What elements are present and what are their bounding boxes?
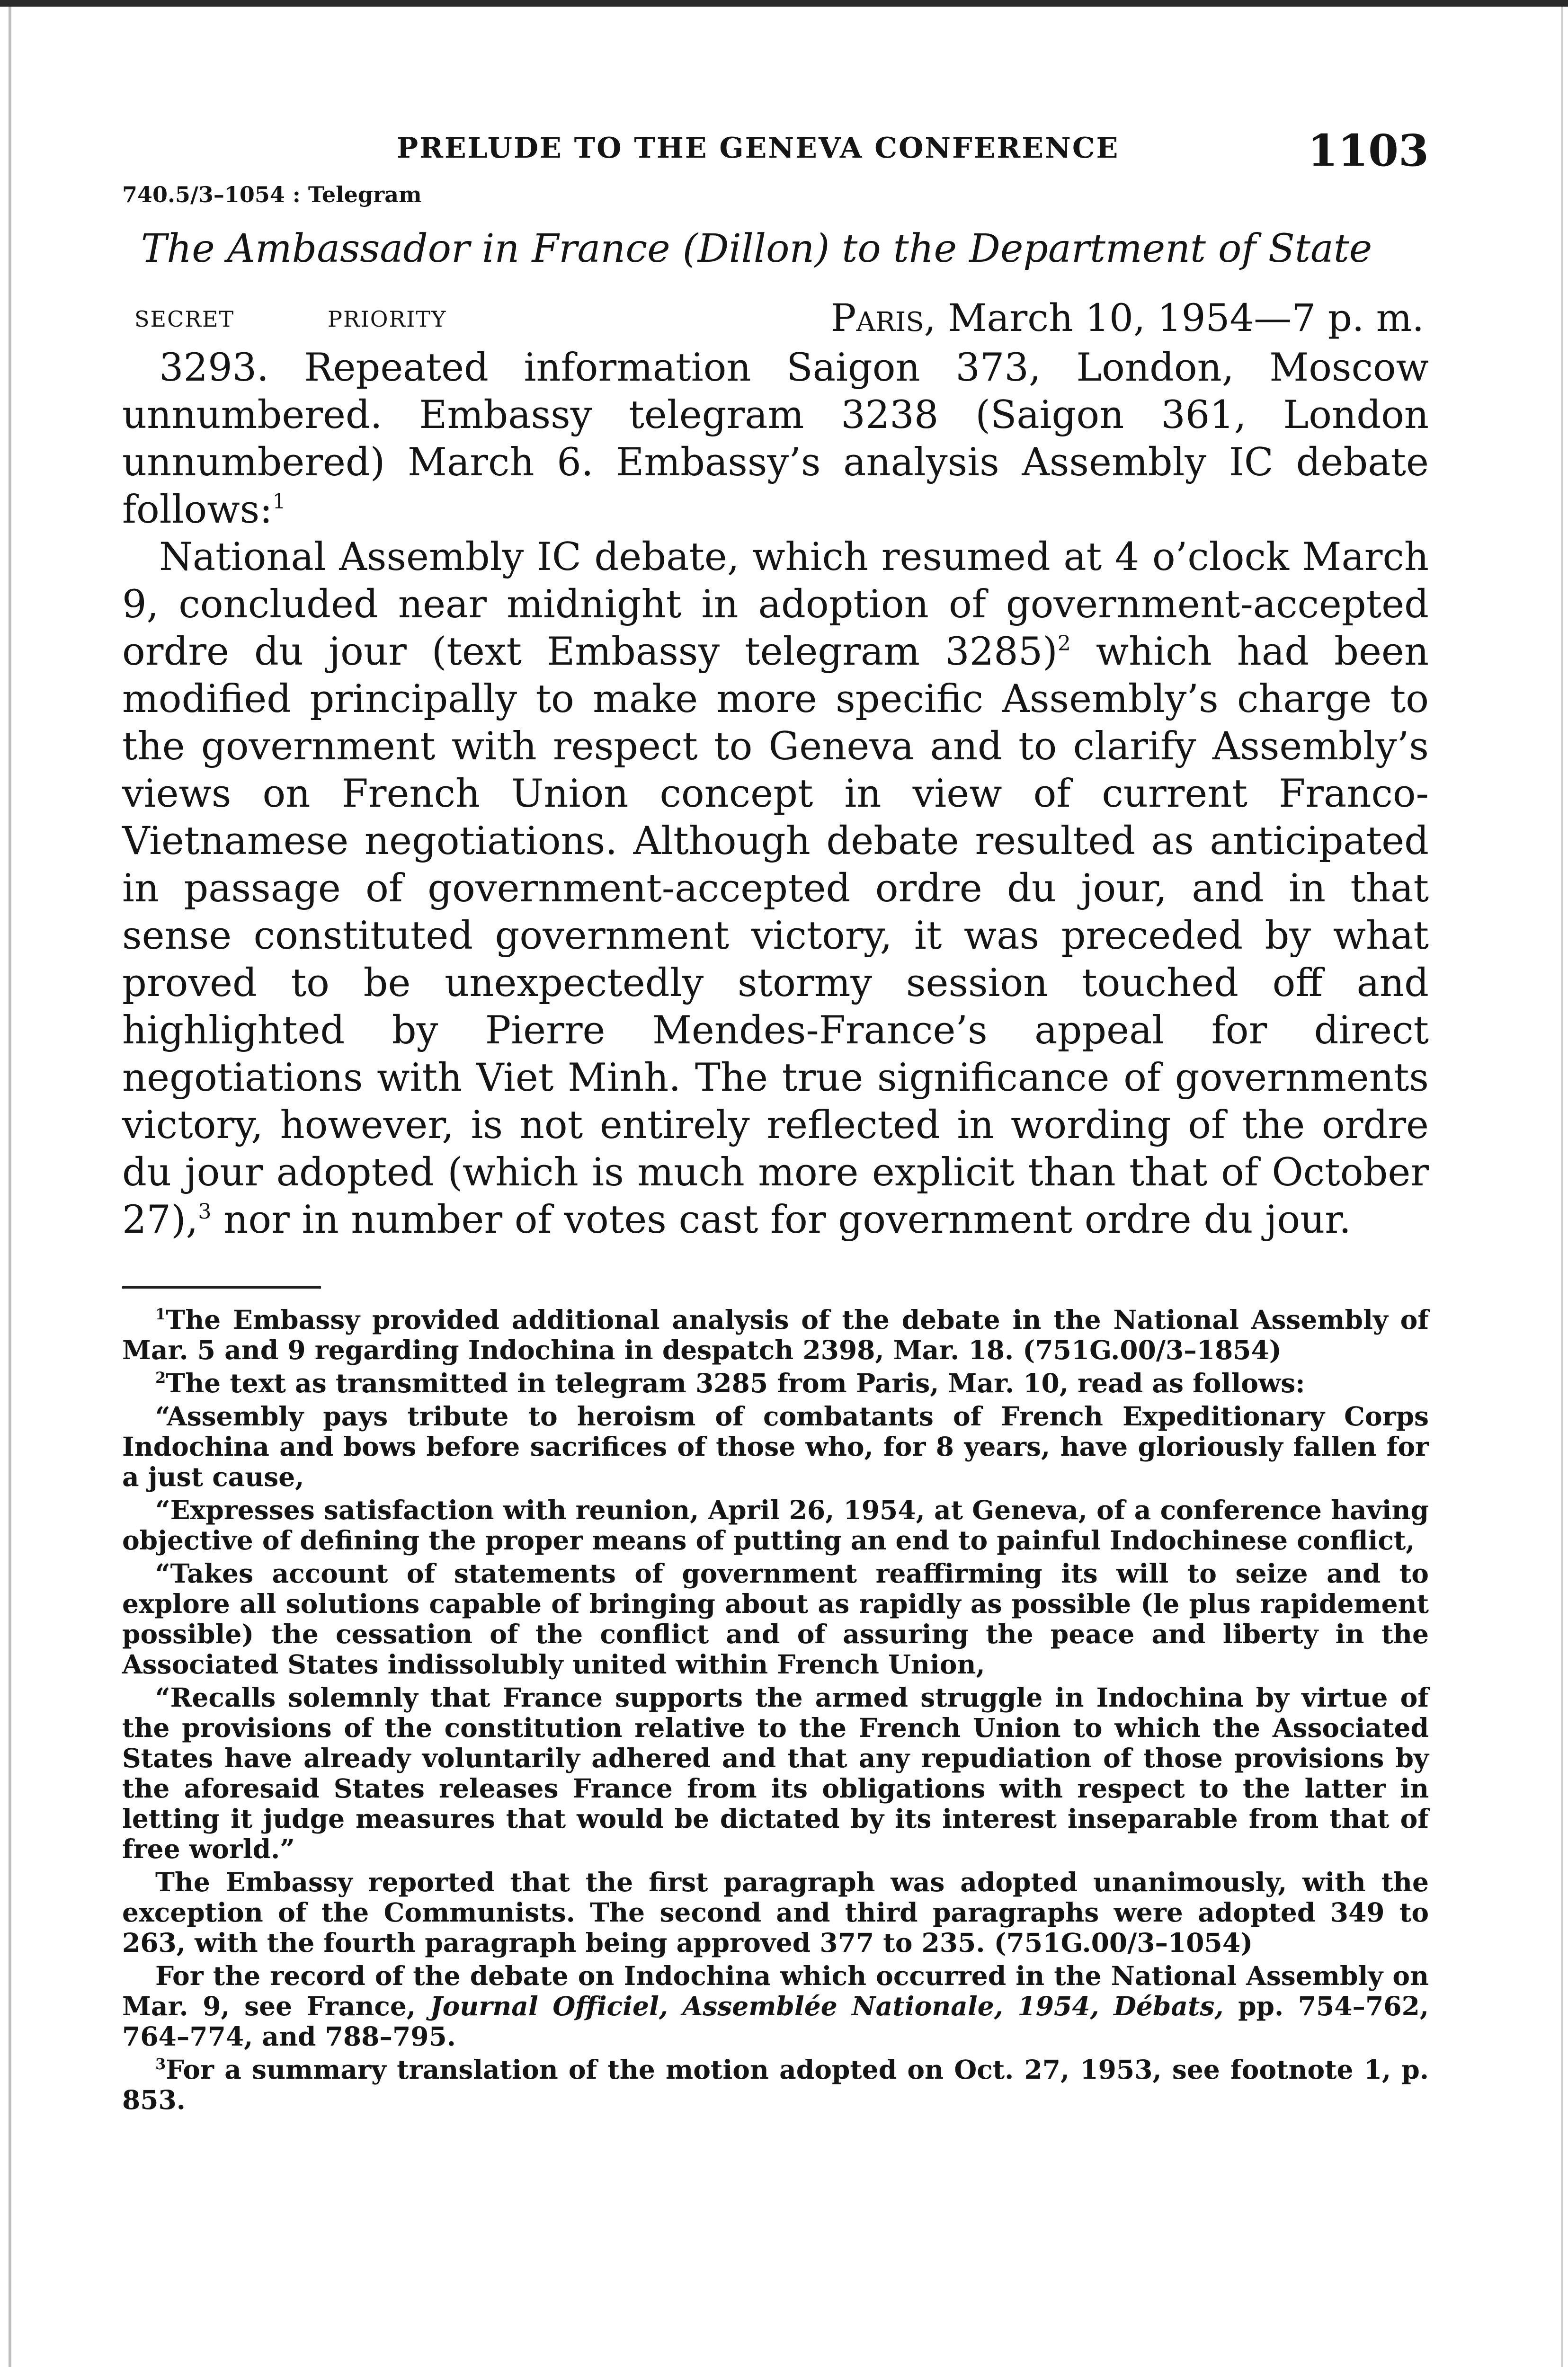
classification-secret: SECRET	[134, 306, 235, 332]
scan-left-edge	[9, 7, 11, 2367]
classification-priority: PRIORITY	[328, 306, 447, 332]
footnote-2-quote-4: “Recalls solemnly that France supports the armed struggle in Indochina by virtue of the provisions of the constitution relative to the French Union to which the Associated States have already voluntarily adhered and that any repudiation of those provisions by the aforesaid States releases France from its obligations with respect to the latter in letting it judge measures that would be dictated by its interest inseparable from that of free world.”	[122, 1682, 1429, 1864]
footnote-3-mark: 3	[155, 2055, 166, 2073]
file-reference: 740.5/3–1054 : Telegram	[122, 182, 422, 207]
document-title: The Ambassador in France (Dillon) to the Department of State	[141, 226, 1372, 271]
paragraph-2-text-c: nor in number of votes cast for government ordre du jour.	[211, 1198, 1351, 1242]
footnote-ref-2[interactable]: 2	[1057, 632, 1071, 656]
body-paragraph-2	[122, 534, 1429, 1244]
footnote-2-mark: 2	[155, 1369, 166, 1387]
paragraph-2-text-a: National Assembly IC debate, which resumed at 4 o’clock March 9, concluded near midnight in adoption of government-accepted ordre du jour (text Embassy telegram 3285)	[122, 535, 1429, 674]
footnote-divider	[122, 1286, 321, 1289]
running-head	[122, 125, 1429, 180]
scan-right-edge	[1561, 7, 1563, 2367]
footnote-2-p3-text-a: For the record of the debate on Indochina which occurred in the National Assembly on Mar. 9, see France,	[122, 1960, 1429, 2021]
telegram-body	[122, 344, 1429, 1244]
footnote-3-text: For a summary translation of the motion adopted on Oct. 27, 1953, see footnote 1, p. 853.	[122, 2054, 1429, 2115]
footnote-1-mark: 1	[155, 1305, 166, 1323]
footnotes	[122, 1305, 1429, 2115]
footnote-2	[122, 1368, 1429, 1398]
footnote-1	[122, 1305, 1429, 1365]
place-date	[831, 296, 1424, 340]
dateline	[122, 292, 1424, 344]
paragraph-1-text: 3293. Repeated information Saigon 373, London, Moscow unnumbered. Embassy telegram 3238 (Saigon 361, London unnumbered) March 6. Embassy’s analysis Assembly IC debate follows:	[122, 346, 1429, 532]
footnote-ref-1[interactable]: 1	[272, 489, 286, 514]
footnote-2-p3-text-b: pp. 754–762, 764–774, and 788–795.	[122, 1991, 1429, 2052]
body-paragraph-1	[122, 344, 1429, 534]
running-title: PRELUDE TO THE GENEVA CONFERENCE	[397, 132, 1120, 165]
footnote-2-quote-1: “Assembly pays tribute to heroism of combatants of French Expeditionary Corps Indochina and bows before sacrifices of those who, for 8 years, have gloriously fallen for a just cause,	[122, 1401, 1429, 1492]
document-page	[122, 125, 1429, 2118]
page-number: 1103	[1307, 125, 1429, 176]
date: March 10, 1954—7 p. m.	[936, 296, 1424, 340]
footnote-2-paragraph-3	[122, 1961, 1429, 2052]
paragraph-2-text-b: which had been modified principally to make more specific Assembly’s charge to the government with respect to Geneva and to clarify Assembly’s views on French Union concept in view of current Franco-Vietnamese negotiations. Although debate resulted as anticipated in passage of government-accepted ordre du jour, and in that sense constituted government victory, it was preceded by what proved to be unexpectedly stormy session touched off and highlighted by Pierre Mendes-France’s appeal for direct negotiations with Viet Minh. The true significance of governments victory, however, is not entirely reflected in wording of the ordre du jour adopted (which is much more explicit than that of October 27),	[122, 630, 1429, 1242]
footnote-ref-3[interactable]: 3	[198, 1200, 212, 1224]
scan-top-edge	[0, 0, 1568, 7]
journal-citation: Journal Officiel, Assemblée Nationale, 1954, Débats,	[430, 1991, 1224, 2021]
footnote-2-quote-2: “Expresses satisfaction with reunion, April 26, 1954, at Geneva, of a conference having objective of defining the proper means of putting an end to painful Indochinese conflict,	[122, 1495, 1429, 1556]
place: Paris,	[830, 296, 936, 340]
footnote-2-paragraph-2: The Embassy reported that the first paragraph was adopted unanimously, with the exception of the Communists. The second and third paragraphs were adopted 349 to 263, with the fourth paragraph being approved 377 to 235. (751G.00/3–1054)	[122, 1867, 1429, 1958]
footnote-1-text: The Embassy provided additional analysis of the debate in the National Assembly of Mar. 5 and 9 regarding Indochina in despatch 2398, Mar. 18. (751G.00/3–1854)	[122, 1304, 1429, 1365]
footnote-2-quote-3: “Takes account of statements of government reaffirming its will to seize and to explore all solutions capable of bringing about as rapidly as possible (le plus rapidement possible) the cessation of the conflict and of assuring the peace and liberty in the Associated States indissolubly united within French Union,	[122, 1558, 1429, 1680]
footnote-2-text: The text as transmitted in telegram 3285 from Paris, Mar. 10, read as follows:	[166, 1368, 1305, 1398]
footnote-3	[122, 2055, 1429, 2115]
